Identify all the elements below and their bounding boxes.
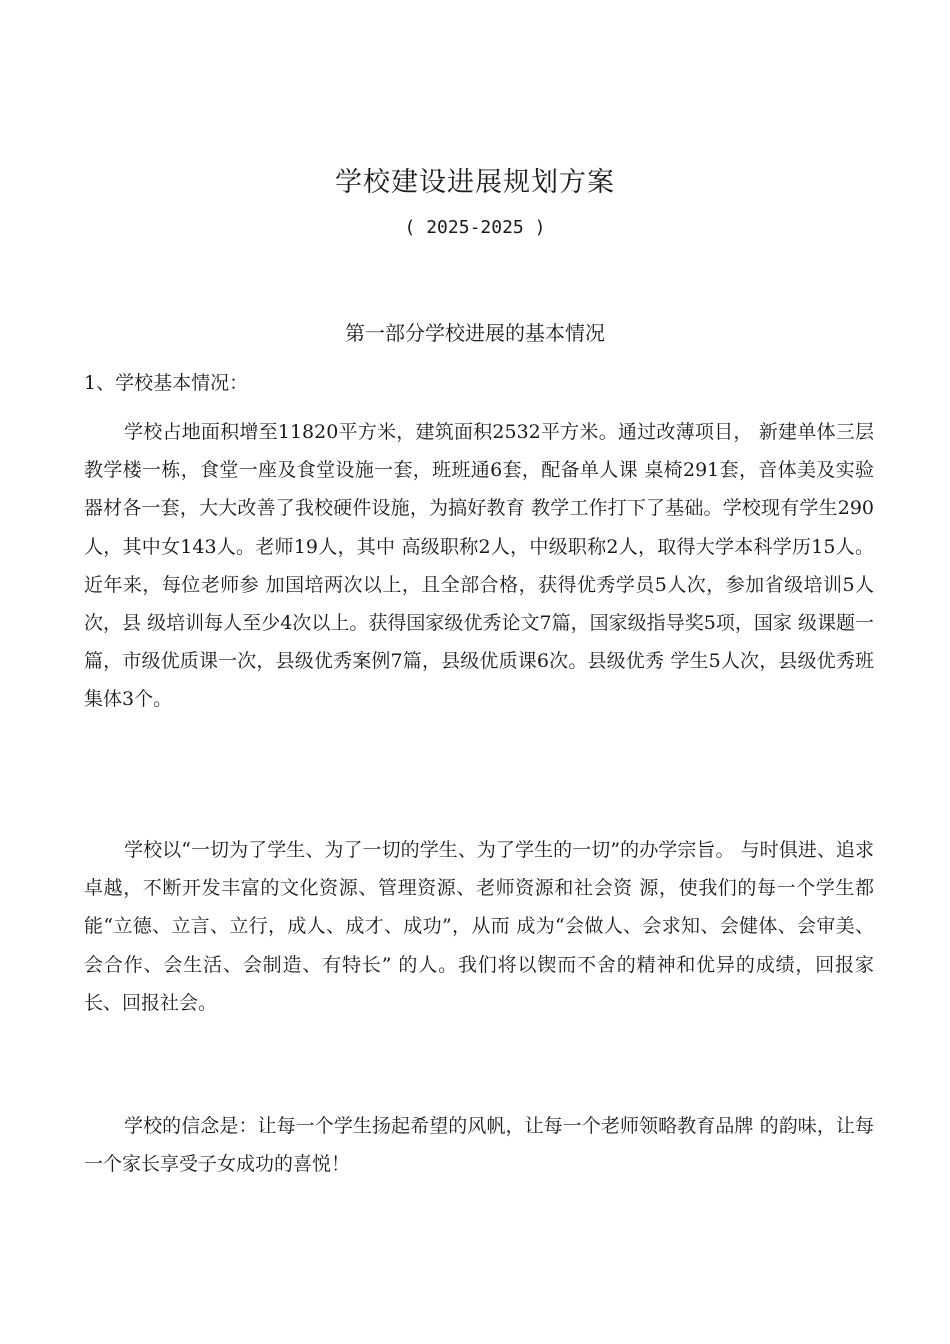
document-title: 学校建设进展规划方案 xyxy=(335,167,615,198)
paragraph-school-mission: 学校以“一切为了学生、为了一切的学生、为了学生的一切”的办学宗旨。 与时俱进、追求卓越，不断开发丰富的文化资源、管理资源、老师资源和社会资 源，使我们的每一个学生都能“立德、立言、立行，成人、成才、成功”，从而 成为“会做人、会求知、会健体、会审美、会合作、会生活、会制造、有特长” 的人。我们将以锲而不舍的精神和优异的成绩，回报家长、回报社会。 xyxy=(84,839,874,1014)
section-heading: 第一部分学校进展的基本情况 xyxy=(345,321,605,345)
subsection-heading: 1、学校基本情况： xyxy=(84,372,249,394)
paragraph-school-overview: 学校占地面积增至11820平方米，建筑面积2532平方米。通过改薄项目， 新建单体三层教学楼一栋，食堂一座及食堂设施一套，班班通6套，配备单人课 桌椅291套，音体美及实验器材各一套，大大改善了我校硬件设施，为搞好教育 教学工作打下了基础。学校现有学生290人，其中女143人。老师19人，其中 高级职称2人，中级职称2人，取得大学本科学历15人。近年来，每位老师参 加国培两次以上，且全部合格，获得优秀学员5人次，参加省级培训5人次，县 级培训每人至少4次以上。获得国家级优秀论文7篇，国家级指导奖5项，国家 级课题一篇，市级优质课一次，县级优秀案例7篇，县级优质课6次。县级优秀 学生5人次，县级优秀班集体3个。 xyxy=(84,421,874,711)
paragraph-school-belief: 学校的信念是：让每一个学生扬起希望的风帆，让每一个老师领略教育品牌 的韵味，让每一个家长享受子女成功的喜悦！ xyxy=(84,1115,874,1176)
document-year-range: ( 2025-2025 ) xyxy=(404,217,546,238)
